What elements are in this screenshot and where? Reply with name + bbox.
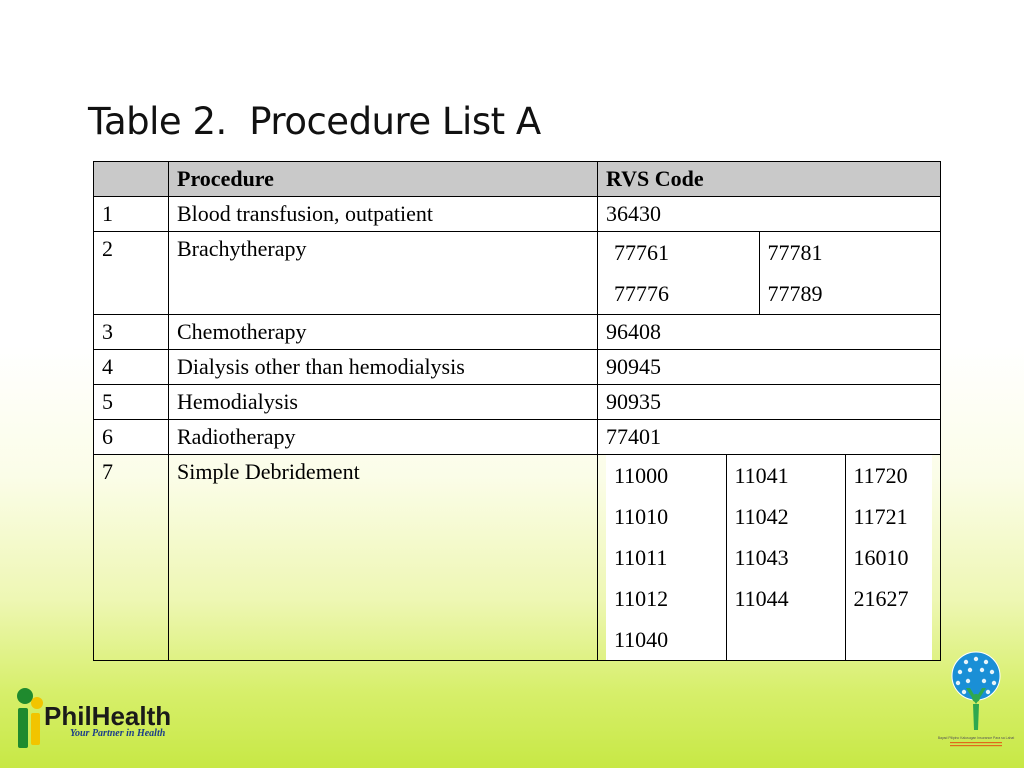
- row-number: 4: [94, 350, 169, 385]
- health-emblem-logo: [936, 648, 1016, 758]
- table-row: [94, 197, 941, 232]
- rvs-code: 11040: [614, 627, 669, 652]
- rvs-code-column: [606, 455, 726, 660]
- table-row: [94, 350, 941, 385]
- emblem-caption-line: [950, 742, 1002, 743]
- rvs-code-column: [759, 232, 932, 314]
- logo-tagline: Your Partner in Health: [70, 728, 166, 739]
- header-procedure: Procedure: [169, 162, 598, 197]
- logo-name: PhilHealth: [44, 701, 172, 731]
- procedure-name: Hemodialysis: [169, 385, 598, 420]
- table-row: [94, 385, 941, 420]
- rvs-code: 11044: [734, 586, 789, 611]
- procedure-table: [93, 161, 941, 661]
- rvs-code-column: [845, 455, 932, 660]
- rvs-code: 77401: [598, 420, 941, 455]
- rvs-code: 36430: [598, 197, 941, 232]
- table-row: [94, 455, 941, 661]
- slide-title: Table 2. Procedure List A: [88, 100, 541, 143]
- logo-figure-body-icon: [31, 713, 40, 745]
- rvs-code: 11011: [614, 545, 668, 570]
- rvs-code: 11000: [614, 463, 669, 488]
- rvs-code: 11010: [614, 504, 669, 529]
- emblem-caption: Bayad Pilipino Kalusugan Insurance Para sa Lahat: [937, 736, 1015, 740]
- rvs-code: 77781: [767, 240, 823, 265]
- logo-figure-head-icon: [31, 697, 43, 709]
- logo-figure-head-icon: [17, 688, 33, 704]
- rvs-code: 96408: [598, 315, 941, 350]
- rvs-code: 21627: [853, 586, 909, 611]
- rvs-code: 11043: [734, 545, 789, 570]
- rvs-code: 90945: [598, 350, 941, 385]
- rvs-code: 11012: [614, 586, 669, 611]
- rvs-code-group: [598, 232, 941, 315]
- rvs-code: 11041: [734, 463, 789, 488]
- row-number: 2: [94, 232, 169, 315]
- rvs-code: 90935: [598, 385, 941, 420]
- header-rvs-code: RVS Code: [598, 162, 941, 197]
- procedure-name: Blood transfusion, outpatient: [169, 197, 598, 232]
- table-row: [94, 420, 941, 455]
- header-number: [94, 162, 169, 197]
- rvs-code: 11042: [734, 504, 789, 529]
- rvs-code: 77776: [614, 281, 669, 306]
- table-row: [94, 315, 941, 350]
- rvs-code-group: [598, 455, 941, 661]
- rvs-code: 11721: [853, 504, 908, 529]
- row-number: 7: [94, 455, 169, 661]
- rvs-code: 16010: [853, 545, 909, 570]
- rvs-code-column: [726, 455, 845, 660]
- procedure-name: Dialysis other than hemodialysis: [169, 350, 598, 385]
- logo-figure-body-icon: [18, 708, 28, 748]
- rvs-code-column: [606, 232, 759, 314]
- table-header-row: [94, 162, 941, 197]
- row-number: 6: [94, 420, 169, 455]
- row-number: 5: [94, 385, 169, 420]
- rvs-code: 11720: [853, 463, 908, 488]
- table-row: [94, 232, 941, 315]
- rvs-code: 77761: [614, 240, 669, 265]
- row-number: 3: [94, 315, 169, 350]
- procedure-name: Radiotherapy: [169, 420, 598, 455]
- philhealth-logo: [14, 686, 194, 752]
- procedure-name: Brachytherapy: [169, 232, 598, 315]
- globe-icon: [952, 652, 1000, 700]
- procedure-name: Simple Debridement: [169, 455, 598, 661]
- rvs-code: 77789: [767, 281, 823, 306]
- emblem-caption-line: [950, 745, 1002, 746]
- procedure-name: Chemotherapy: [169, 315, 598, 350]
- row-number: 1: [94, 197, 169, 232]
